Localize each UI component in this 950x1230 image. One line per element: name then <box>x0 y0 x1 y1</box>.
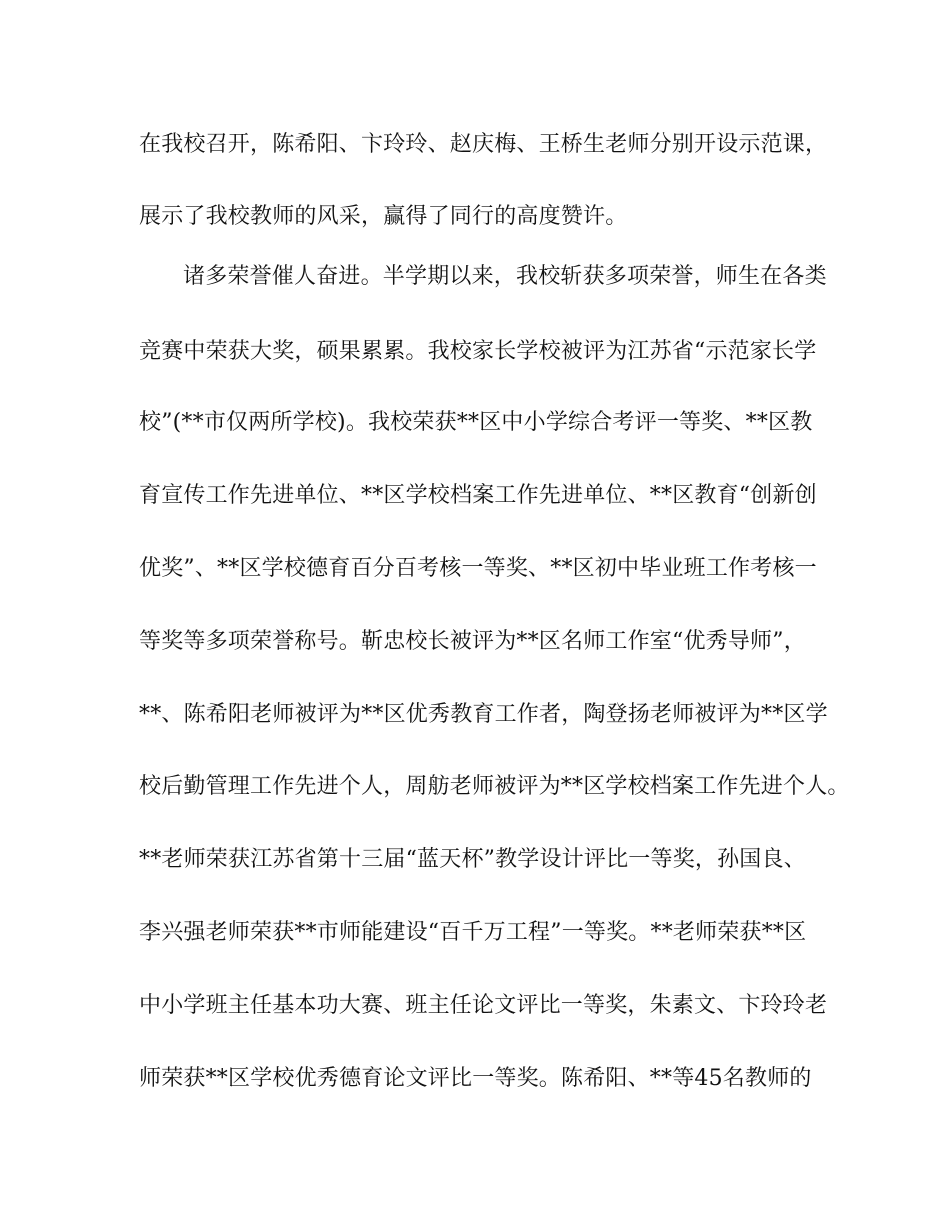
text-line: 师荣获**区学校优秀德育论文评比一等奖。陈希阳、**等45名教师的 <box>139 1066 812 1091</box>
text-line: 优奖”、**区学校德育百分百考核一等奖、**区初中毕业班工作考核一 <box>139 556 817 581</box>
paragraph-first-line: 诸多荣誉催人奋进。半学期以来，我校斩获多项荣誉，师生在各类 <box>183 264 827 289</box>
text-line: 竞赛中荣获大奖，硕果累累。我校家长学校被评为江苏省“示范家长学 <box>139 339 817 364</box>
text-line: 等奖等多项荣誉称号。靳忠校长被评为**区名师工作室“优秀导师”， <box>139 629 806 654</box>
text-line: 校后勤管理工作先进个人，周舫老师被评为**区学校档案工作先进个人。 <box>139 774 850 799</box>
text-line: **、陈希阳老师被评为**区优秀教育工作者，陶登扬老师被评为**区学 <box>139 702 828 727</box>
text-line: 李兴强老师荣获**市师能建设“百千万工程”一等奖。**老师荣获**区 <box>139 920 807 945</box>
text-line: 校”(**市仅两所学校)。我校荣获**区中小学综合考评一等奖、**区教 <box>139 410 813 435</box>
text-line: **老师荣获江苏省第十三届“蓝天杯”教学设计评比一等奖，孙国良、 <box>139 847 806 872</box>
text-line: 中小学班主任基本功大赛、班主任论文评比一等奖，朱素文、卞玲玲老 <box>139 993 828 1018</box>
text-line: 育宣传工作先进单位、**区学校档案工作先进单位、**区教育“创新创 <box>139 483 817 508</box>
text-line: 展示了我校教师的风采，赢得了同行的高度赞许。 <box>139 204 628 229</box>
text-line: 在我校召开，陈希阳、卞玲玲、赵庆梅、王桥生老师分别开设示范课， <box>139 132 828 157</box>
